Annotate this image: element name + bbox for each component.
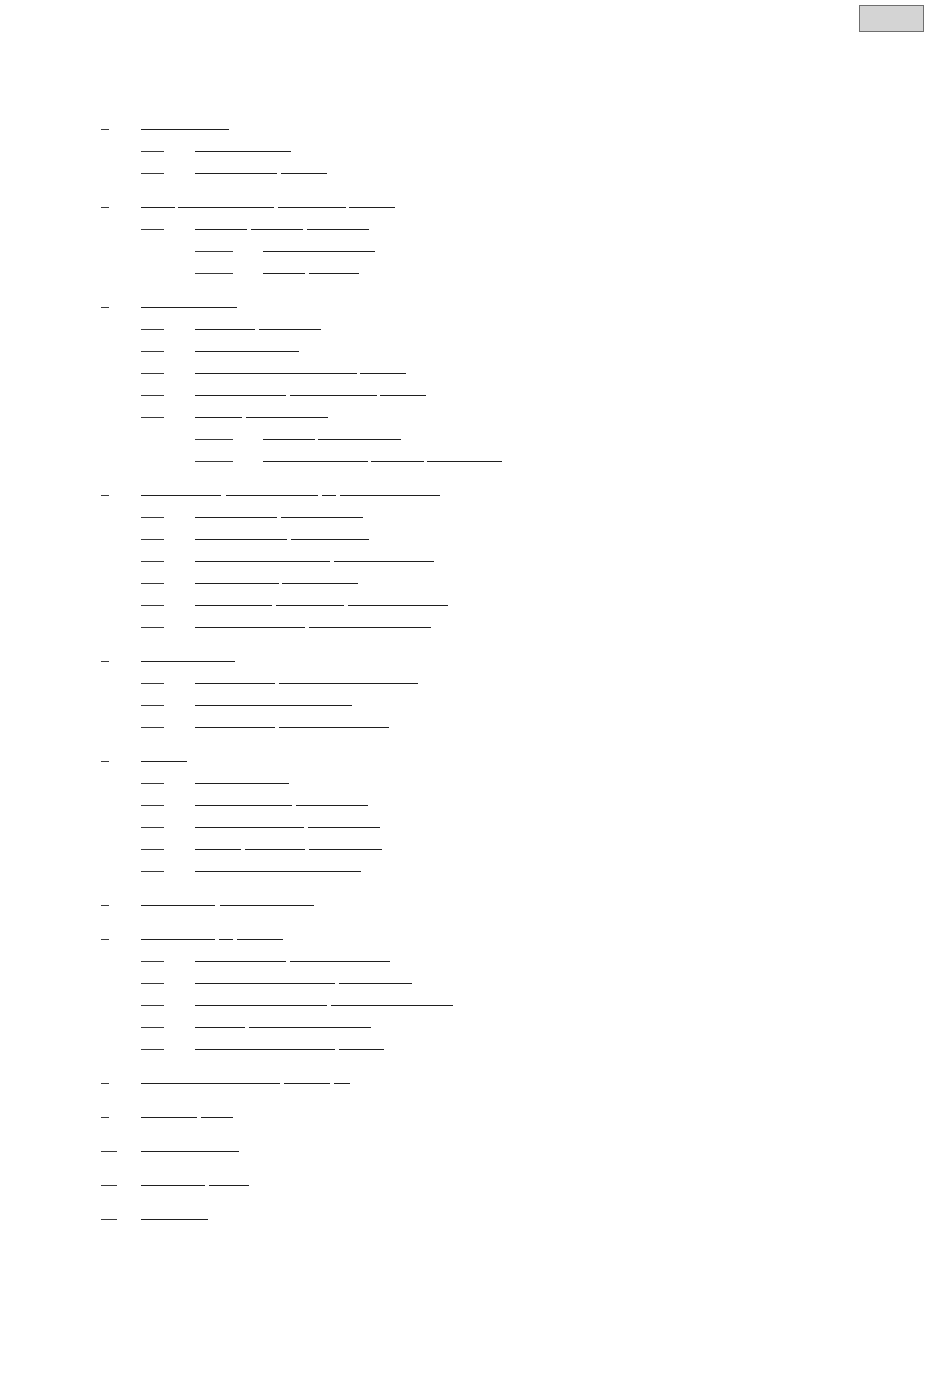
toc-link[interactable] <box>195 683 275 684</box>
toc-number[interactable] <box>141 871 164 872</box>
toc-number[interactable] <box>141 983 164 984</box>
toc-number[interactable] <box>141 539 164 540</box>
toc-link[interactable] <box>141 495 221 496</box>
toc-number[interactable] <box>141 395 164 396</box>
toc-link[interactable] <box>278 207 346 208</box>
toc-link[interactable] <box>259 329 321 330</box>
toc-link[interactable] <box>237 939 283 940</box>
toc-link[interactable] <box>291 539 369 540</box>
toc-link[interactable] <box>281 517 363 518</box>
toc-number[interactable] <box>101 1151 117 1152</box>
toc-link[interactable] <box>251 229 303 230</box>
toc-link[interactable] <box>309 849 382 850</box>
toc-link[interactable] <box>141 1185 205 1186</box>
toc-link[interactable] <box>249 1027 371 1028</box>
toc-link[interactable] <box>279 683 418 684</box>
toc-number[interactable] <box>141 961 164 962</box>
toc-number[interactable] <box>141 683 164 684</box>
toc-number[interactable] <box>141 805 164 806</box>
toc-link[interactable] <box>296 805 368 806</box>
toc-link[interactable] <box>195 229 247 230</box>
toc-number[interactable] <box>141 605 164 606</box>
toc-number[interactable] <box>141 827 164 828</box>
toc-link[interactable] <box>195 517 277 518</box>
toc-link[interactable] <box>349 207 395 208</box>
toc-link[interactable] <box>219 939 233 940</box>
toc-number[interactable] <box>141 1005 164 1006</box>
toc-number[interactable] <box>141 1049 164 1050</box>
toc-link[interactable] <box>195 1049 335 1050</box>
toc-number[interactable] <box>195 251 233 252</box>
toc-link[interactable] <box>263 251 375 252</box>
toc-number[interactable] <box>101 905 109 906</box>
toc-link[interactable] <box>141 905 215 906</box>
toc-link[interactable] <box>331 1005 453 1006</box>
toc-number[interactable] <box>101 1219 117 1220</box>
toc-number[interactable] <box>101 761 109 762</box>
toc-number[interactable] <box>141 627 164 628</box>
toc-link[interactable] <box>195 151 291 152</box>
toc-link[interactable] <box>195 373 357 374</box>
toc-number[interactable] <box>101 307 109 308</box>
toc-link[interactable] <box>195 1005 327 1006</box>
toc-link[interactable] <box>195 783 289 784</box>
toc-link[interactable] <box>245 849 305 850</box>
toc-number[interactable] <box>195 461 233 462</box>
toc-number[interactable] <box>141 373 164 374</box>
toc-link[interactable] <box>427 461 502 462</box>
toc-link[interactable] <box>309 627 431 628</box>
toc-number[interactable] <box>141 1027 164 1028</box>
toc-link[interactable] <box>195 983 335 984</box>
toc-number[interactable] <box>141 561 164 562</box>
toc-number[interactable] <box>101 129 109 130</box>
toc-link[interactable] <box>195 395 286 396</box>
toc-link[interactable] <box>195 727 275 728</box>
toc-link[interactable] <box>380 395 426 396</box>
toc-link[interactable] <box>141 307 237 308</box>
toc-link[interactable] <box>178 207 274 208</box>
toc-link[interactable] <box>141 1083 280 1084</box>
toc-link[interactable] <box>290 395 377 396</box>
toc-link[interactable] <box>195 705 352 706</box>
toc-number[interactable] <box>141 173 164 174</box>
toc-link[interactable] <box>334 561 434 562</box>
toc-number[interactable] <box>141 517 164 518</box>
toc-link[interactable] <box>281 173 327 174</box>
toc-link[interactable] <box>195 539 287 540</box>
toc-link[interactable] <box>322 495 336 496</box>
toc-link[interactable] <box>340 495 440 496</box>
toc-link[interactable] <box>348 605 448 606</box>
toc-number[interactable] <box>141 417 164 418</box>
toc-link[interactable] <box>318 439 401 440</box>
toc-link[interactable] <box>195 627 305 628</box>
toc-number[interactable] <box>141 229 164 230</box>
toc-link[interactable] <box>195 961 286 962</box>
toc-link[interactable] <box>284 1083 330 1084</box>
toc-number[interactable] <box>195 273 233 274</box>
toc-link[interactable] <box>195 351 299 352</box>
toc-number[interactable] <box>141 849 164 850</box>
toc-number[interactable] <box>141 151 164 152</box>
toc-link[interactable] <box>371 461 424 462</box>
toc-link[interactable] <box>195 1027 245 1028</box>
toc-link[interactable] <box>195 605 272 606</box>
toc-link[interactable] <box>334 1083 350 1084</box>
toc-link[interactable] <box>282 583 358 584</box>
toc-link[interactable] <box>307 229 369 230</box>
toc-link[interactable] <box>195 871 361 872</box>
toc-link[interactable] <box>220 905 314 906</box>
toc-link[interactable] <box>290 961 390 962</box>
toc-link[interactable] <box>226 495 318 496</box>
toc-link[interactable] <box>141 1219 208 1220</box>
toc-link[interactable] <box>279 727 389 728</box>
toc-number[interactable] <box>101 495 109 496</box>
toc-link[interactable] <box>308 827 380 828</box>
toc-link[interactable] <box>141 1151 239 1152</box>
toc-link[interactable] <box>141 129 229 130</box>
toc-link[interactable] <box>209 1185 249 1186</box>
toc-link[interactable] <box>276 605 344 606</box>
toc-link[interactable] <box>195 849 241 850</box>
toc-link[interactable] <box>141 761 187 762</box>
toc-number[interactable] <box>141 583 164 584</box>
toc-link[interactable] <box>141 1117 197 1118</box>
toc-number[interactable] <box>101 1185 117 1186</box>
toc-number[interactable] <box>141 727 164 728</box>
toc-link[interactable] <box>195 583 279 584</box>
toc-link[interactable] <box>141 207 175 208</box>
toc-number[interactable] <box>101 207 109 208</box>
toc-link[interactable] <box>195 805 292 806</box>
toc-link[interactable] <box>195 561 330 562</box>
toc-number[interactable] <box>101 1083 109 1084</box>
toc-link[interactable] <box>339 1049 384 1050</box>
toc-link[interactable] <box>195 827 304 828</box>
toc-number[interactable] <box>195 439 233 440</box>
toc-link[interactable] <box>141 661 235 662</box>
toc-link[interactable] <box>263 273 305 274</box>
toc-link[interactable] <box>360 373 406 374</box>
toc-link[interactable] <box>141 939 215 940</box>
toc-link[interactable] <box>201 1117 233 1118</box>
toc-number[interactable] <box>141 705 164 706</box>
toc-number[interactable] <box>101 1117 109 1118</box>
toc-number[interactable] <box>141 329 164 330</box>
toc-link[interactable] <box>339 983 412 984</box>
toc-link[interactable] <box>263 461 368 462</box>
toc-number[interactable] <box>141 783 164 784</box>
toc-link[interactable] <box>246 417 328 418</box>
toc-number[interactable] <box>101 661 109 662</box>
toc-link[interactable] <box>309 273 359 274</box>
toc-link[interactable] <box>195 417 242 418</box>
toc-number[interactable] <box>141 351 164 352</box>
toc-link[interactable] <box>195 173 277 174</box>
toc-number[interactable] <box>101 939 109 940</box>
toc-link[interactable] <box>263 439 315 440</box>
toc-link[interactable] <box>195 329 255 330</box>
